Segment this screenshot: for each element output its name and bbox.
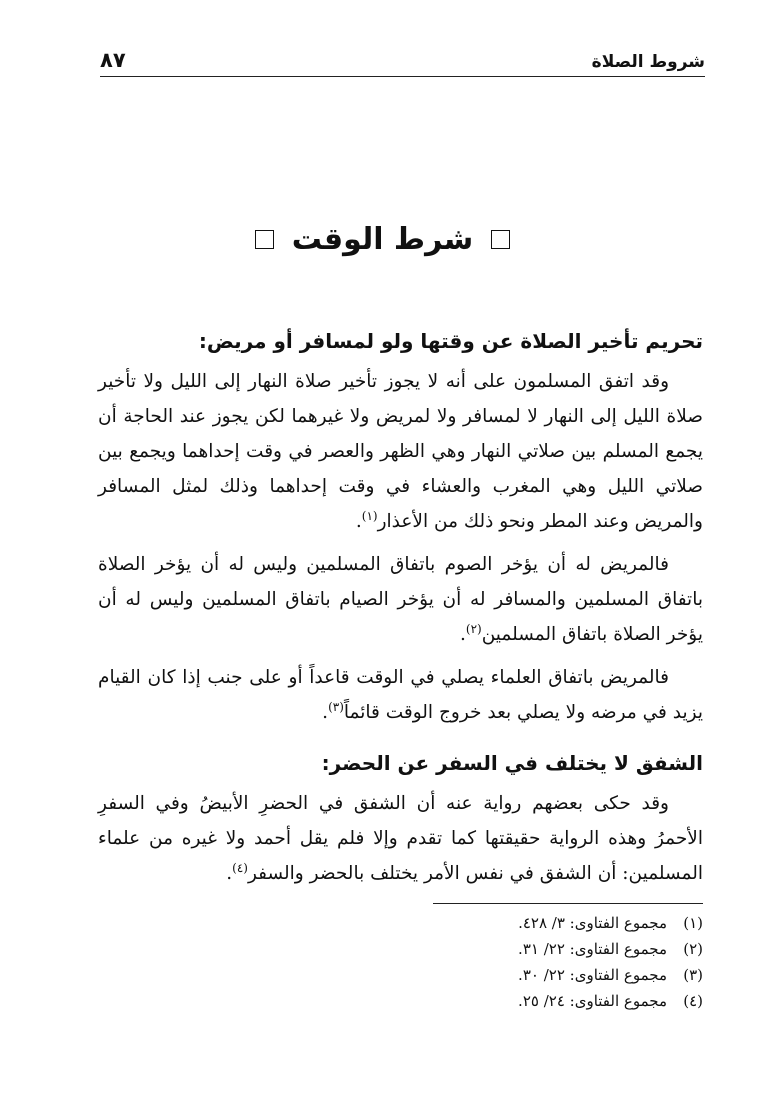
paragraph [98, 547, 703, 652]
paragraph-text: فالمريض باتفاق العلماء يصلي في الوقت قاعداً أو على جنب إذا كان القيام يزيد في مرضه ولا يصلي بعد خروج الوقت قائماً [98, 667, 703, 723]
footnote-text: مجموع الفتاوى: ٢٤/ ٢٥. [518, 992, 667, 1010]
footnote-ref: (١) [361, 508, 378, 523]
footnote-divider [433, 903, 703, 904]
footnote-number: (٣) [683, 966, 703, 984]
footnote [303, 988, 703, 1014]
paragraph-end: . [322, 702, 329, 723]
paragraph-end: . [459, 624, 466, 645]
running-title: شروط الصلاة [591, 52, 705, 72]
paragraph-text: وقد حكى بعضهم رواية عنه أن الشفق في الحضرِ الأبيضُ وفي السفرِ الأحمرُ وهذه الرواية حقيقتها كما تقدم وإلا فلم يقل أحمد ولا غيره من علماء المسلمين: أن الشفق في نفس الأمر يختلف بالحضر والسفر [98, 793, 703, 884]
footnote-ref: (٣) [328, 699, 344, 714]
footnote-text: مجموع الفتاوى: ٣/ ٤٢٨. [518, 914, 667, 932]
main-text [98, 326, 703, 899]
running-header [100, 38, 705, 77]
footnote-number: (٢) [683, 940, 703, 958]
paragraph-end: . [226, 863, 233, 884]
footnote-number: (٤) [683, 992, 703, 1010]
page-number: ٨٧ [100, 48, 126, 72]
chapter-title-text: شرط الوقت [291, 222, 474, 257]
square-ornament-icon [255, 230, 274, 249]
footnote-text: مجموع الفتاوى: ٢٢/ ٣١. [518, 940, 667, 958]
footnote [303, 962, 703, 988]
footnote-ref: (٤) [232, 860, 248, 875]
paragraph-end: . [355, 511, 362, 532]
paragraph [98, 786, 703, 891]
footnotes [303, 910, 703, 1014]
paragraph [98, 660, 703, 730]
section-heading: تحريم تأخير الصلاة عن وقتها ولو لمسافر أو مريض: [198, 329, 703, 353]
paragraph-text: وقد اتفق المسلمون على أنه لا يجوز تأخير صلاة النهار إلى الليل ولا تأخير صلاة الليل إلى النهار لا لمسافر ولا لمريض ولا غيرهما لكن يجوز عند الحاجة أن يجمع المسلم بين صلاتي النهار وهي الظهر والعصر في وقت إحداهما ويجمع بين صلاتي الليل وهي المغرب والعشاء في وقت إحداهما وذلك لمثل المسافر والمريض وعند المطر ونحو ذلك من الأعذار [98, 371, 703, 532]
footnote-ref: (٢) [465, 621, 482, 636]
footnote-text: مجموع الفتاوى: ٢٢/ ٣٠. [518, 966, 667, 984]
footnote-number: (١) [683, 914, 703, 932]
section-heading: الشفق لا يختلف في السفر عن الحضر: [321, 751, 703, 775]
paragraph [98, 364, 703, 539]
footnote [303, 910, 703, 936]
footnote [303, 936, 703, 962]
chapter-title [0, 222, 765, 257]
paragraph-text: فالمريض له أن يؤخر الصوم باتفاق المسلمين وليس له أن يؤخر الصلاة باتفاق المسلمين والمسافر له أن يؤخر الصيام باتفاق المسلمين وليس له أن يؤخر الصلاة باتفاق المسلمين [98, 554, 703, 645]
square-ornament-icon [491, 230, 510, 249]
spacer [98, 738, 703, 748]
